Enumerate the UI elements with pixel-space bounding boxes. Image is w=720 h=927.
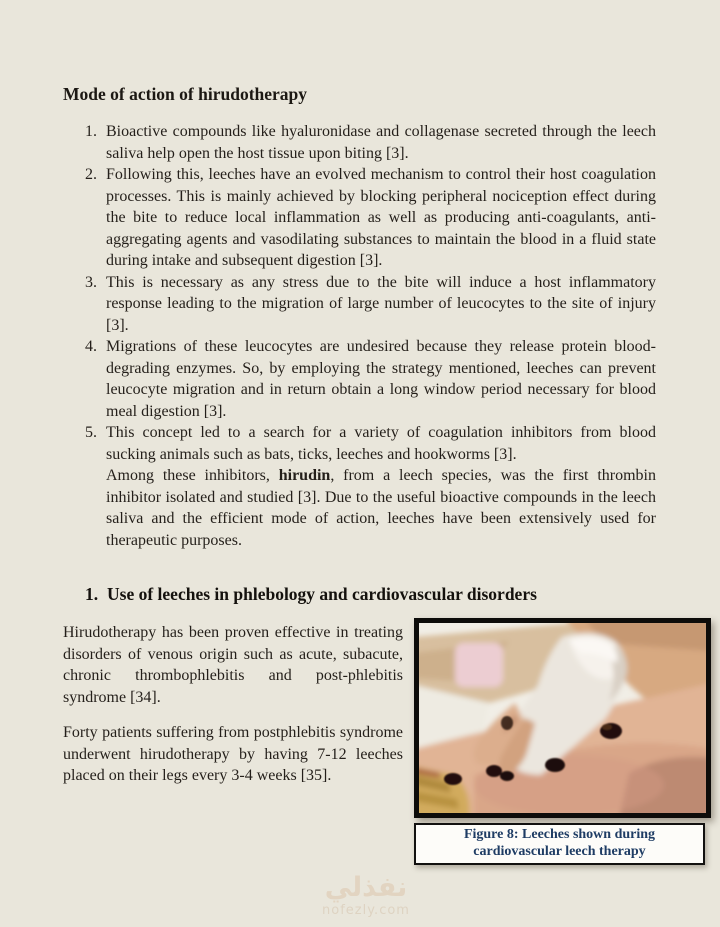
list-item: [85, 121, 656, 164]
continuation-text-before: Among these inhibitors,: [106, 467, 279, 484]
list-item-number: 4.: [85, 338, 97, 355]
hirudin-bold-term: hirudin: [278, 467, 331, 484]
leech-therapy-illustration: [419, 623, 706, 813]
paragraph-hirudotherapy-effective: Hirudotherapy has been proven effective in treating disorders of venous origin such as acute, subacute, chronic thrombophlebitis and post-phlebitis syndrome [34].: [63, 624, 403, 706]
list-item-number: 1.: [85, 123, 97, 140]
list-item-text: [106, 164, 656, 272]
leech-therapy-photo: [414, 618, 711, 818]
continuation-text-after: , from a leech species, was the first thrombin inhibitor isolated and studied [3]. Due to the useful bioactive compounds in the leech saliva and the efficient mode of action, leeches have been extensively used for therapeutic purposes.: [106, 467, 656, 549]
list-item: [85, 272, 656, 337]
list-item-number: 3.: [85, 273, 97, 291]
text-and-figure-columns: [63, 618, 711, 865]
figure-caption-line1: Figure 8: Leeches shown during: [463, 827, 656, 842]
watermark-arabic-logo: نفذلي: [324, 872, 408, 903]
section-heading-number: 1.: [85, 584, 99, 604]
list-item-number: 5.: [85, 424, 97, 441]
watermark-domain: nofezly.com: [322, 903, 410, 918]
list-item-paragraph: This concept led to a search for a variety of coagulation inhibitors from blood sucking animals such as bats, ticks, leeches and hookworms [3].: [106, 424, 656, 463]
list-item-paragraph: This is necessary as any stress due to the bite will induce a host inflammatory response leading to the migration of large number of leucocytes to the site of injury [3].: [106, 273, 656, 334]
body-text-column: [63, 618, 403, 801]
section-heading-text: Use of leeches in phlebology and cardiovascular disorders: [107, 584, 537, 604]
list-item-continuation: [106, 465, 656, 551]
list-item-paragraph: Following this, leeches have an evolved mechanism to control their host coagulation processes. This is mainly achieved by blocking peripheral nociception effect during the bite to reduce local inflammation as well as producing anti-coagulants, anti-aggregating agents and vasodilating substances to maintain the blood in a fluid state during intake and subsequent digestion [3].: [106, 166, 656, 269]
figure-caption: [414, 823, 705, 865]
list-item-text: [106, 121, 656, 164]
list-item: [85, 422, 656, 551]
list-item-number: 2.: [85, 166, 97, 183]
mode-of-action-list: [85, 121, 656, 551]
phlebology-section-heading: [85, 584, 656, 605]
list-item-text: [106, 272, 656, 337]
paragraph-forty-patients: Forty patients suffering from postphlebitis syndrome underwent hirudotherapy by having 7-12 leeches placed on their legs every 3-4 weeks [35].: [63, 724, 403, 784]
mode-of-action-heading: Mode of action of hirudotherapy: [63, 84, 308, 104]
page-content: [63, 84, 711, 865]
list-item-text: [106, 336, 656, 422]
list-item: [85, 336, 656, 422]
list-item-paragraph: Migrations of these leucocytes are undesired because they release protein blood-degrading enzymes. So, by employing the strategy mentioned, leeches can prevent leucocyte migration and in return obtain a long window period necessary for blood meal digestion [3].: [106, 338, 656, 420]
figure-caption-line2: cardiovascular leech therapy: [473, 843, 646, 859]
list-item-text: [106, 422, 656, 551]
list-item-paragraph: Bioactive compounds like hyaluronidase and collagenase secreted through the leech saliva help open the host tissue upon biting [3].: [106, 123, 656, 162]
figure-column: [414, 618, 711, 865]
watermark: [6, 874, 720, 918]
list-item: [85, 164, 656, 272]
